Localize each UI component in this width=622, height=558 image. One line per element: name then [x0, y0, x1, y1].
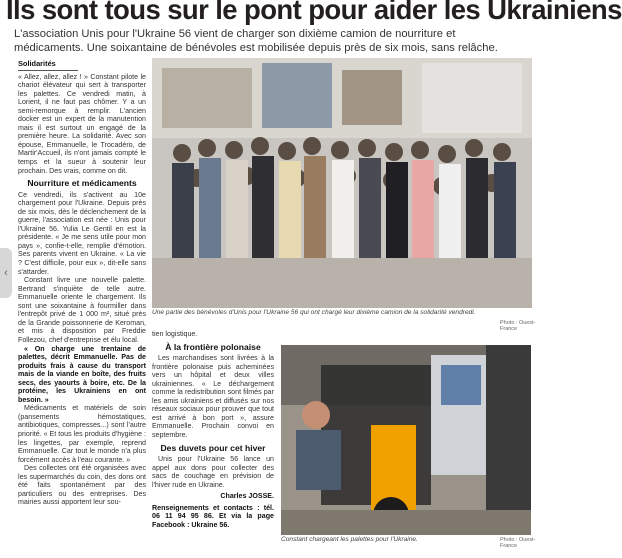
side-scroll-tab[interactable] — [0, 248, 12, 298]
group-photo — [152, 58, 532, 308]
section-rubric: Solidarités — [18, 59, 56, 68]
paragraph: « On charge une trentaine de palettes, décrit Emmanuelle. Pas de produits frais à cause du transport mais de la viande en boîte, des fruits secs, des yaourts à boire, etc. De la protéine, les Ukrainiens en ont besoin. » — [18, 344, 146, 404]
forklift-photo — [281, 345, 531, 535]
photo-credit: Photo : Ouest-France — [500, 320, 536, 332]
article-column-2 — [152, 330, 274, 529]
paragraph: tien logistique. — [152, 330, 198, 338]
article-column-1 — [18, 60, 146, 507]
paragraph: Les marchandises sont livrées à la frontière polonaise puis acheminées vers un hôpital et deux villes ukrainiennes. « Le déchargement comme la redistribution sont filmés par les amis ukrainiens et diffusés sur nos réseaux sociaux pour prouver que tout est arrivé à bon port », assure Emmanuelle. Prochain convoi en septembre. — [152, 354, 274, 440]
paragraph: Médicaments et matériels de soin (pansements hémostatiques, antibiotiques, compresses...) sont l'autre priorité. « Et tous les produits d'hygiène : les lingettes, par exemple, reprend Emmanuelle. Car tout le monde n'a plus forcément accès à l'eau courante. » — [18, 404, 146, 464]
paragraph: Ce vendredi, ils s'activent au 10e chargement pour l'Ukraine. Depuis près de six mois, dès le déclenchement de la guerre, l'association est née : Unis pour l'Ukraine 56. Yulia Le Gentil en est la présidente. « Je me sens utile pour mon pays », confie-t-elle, remplie d'émotion. Ses parents vivent en Ukraine. « La vie ? C'est difficile, pour eux », dit-elle sans s'attarder. — [18, 190, 146, 276]
paragraph: « Allez, allez, allez ! » Constant pilote le chariot élévateur qui sert à transporter les palettes. Ce vendredi matin, à Lorient, il ne faut pas chômer. Y a un semi-remorque à remplir. L'ancien docker est un expert de la manutention mais il est surtout un engagé de la première heure. La solidarité. Avec son épouse, Emmanuelle, le Trocadéro, de Martir'Accueil, ils n'ont jamais compté le temps et la sueur à soutenir leur prochain. Des vrais, comme on dit. — [18, 72, 146, 175]
paragraph: Unis pour l'Ukraine 56 lance un appel aux dons pour collecter des sacs de couchage en prévision de l'hiver rude en Ukraine. — [152, 455, 274, 489]
headline: Ils sont tous sur le pont pour aider les Ukrainiens — [6, 0, 622, 25]
subheading: Des duvets pour cet hiver — [160, 442, 266, 453]
subheading: Nourriture et médicaments — [27, 178, 137, 189]
photo-credit: Photo : Ouest-France — [500, 537, 536, 549]
chevron-left-icon: ‹ — [4, 267, 8, 279]
photo-caption: Constant chargeant les palettes pour l'Ukraine. — [281, 536, 418, 543]
contacts: Renseignements et contacts : tél. 06 11 94 95 86. Et via la page Facebook : Ukraine 56. — [152, 503, 274, 529]
photo-caption: Une partie des bénévoles d'Unis pour l'Ukraine 56 qui ont chargé leur dixième camion de la solidarité vendredi. — [152, 309, 476, 316]
standfirst: L'association Unis pour l'Ukraine 56 vient de charger son dixième camion de nourriture et médicaments. Une soixantaine de bénévoles est mobilisée depuis près de six mois, sans relâche. — [14, 28, 498, 54]
paragraph: Constant livre une nouvelle palette. Bertrand s'inquiète de telle autre. Emmanuelle oriente le chargement. Ils sont une soixantaine à fourmiller dans l'entrepôt privé de 1 000 m², situé près de la Grande poissonnerie de Keroman, et mis à disposition par Freddie Follezou, chef d'entreprise et élu local. — [18, 276, 146, 344]
subheading: À la frontière polonaise — [165, 341, 261, 352]
author-signature: Charles JOSSE. — [220, 492, 274, 501]
paragraph: Des collectes ont été organisées avec les supermarchés du coin, des dons ont été faits spontanément par des particuliers ou des entreprises. Des mairies aussi apportent leur sou- — [18, 464, 146, 507]
